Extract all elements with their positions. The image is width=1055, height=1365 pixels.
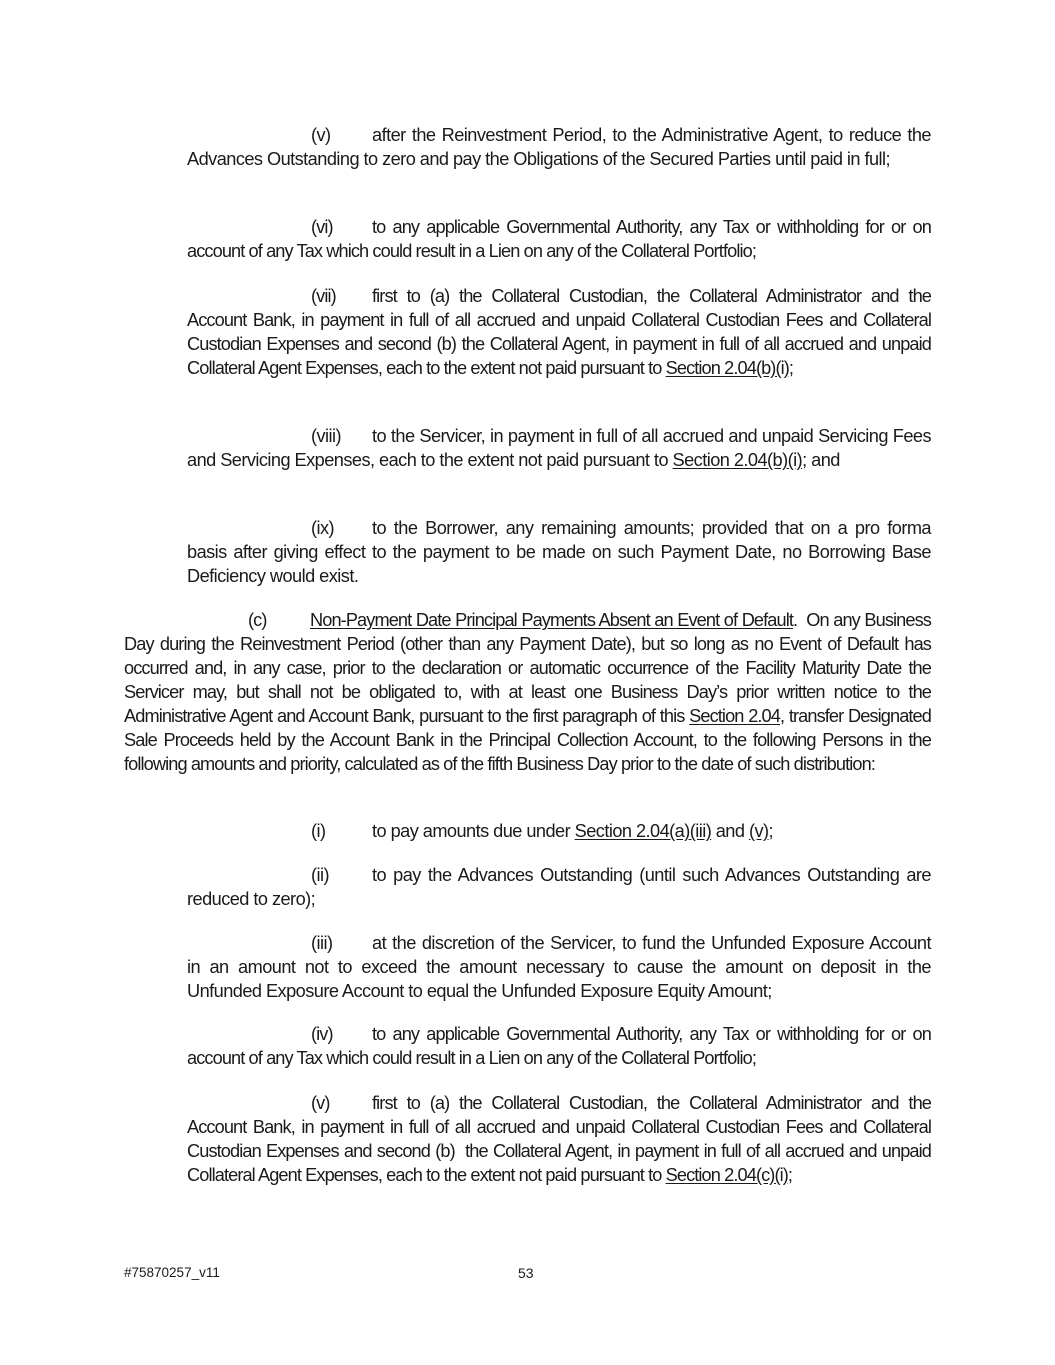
list-item-b-ix xyxy=(187,516,931,588)
item-text: first to (a) the Collateral Custodian, the Collateral Administrator and the Account Bank, in payment in full of all accrued and unpaid Collateral Custodian Fees and Collateral Custodian Expenses and second (b) the Collateral Agent, in payment in full of all accrued and unpaid Collateral Agent Expenses, each to the extent not paid pursuant to xyxy=(187,286,931,378)
section-reference-link[interactable]: Section 2.04(a)(iii) xyxy=(574,821,712,841)
item-number: (iii) xyxy=(311,933,333,953)
document-id: #75870257_v11 xyxy=(124,1265,220,1280)
item-text-end: ; xyxy=(787,1165,793,1185)
list-item-c-i xyxy=(187,819,931,843)
section-heading-end: . xyxy=(793,610,798,630)
item-number: (ix) xyxy=(311,518,335,538)
section-reference-link[interactable]: Section 2.04 xyxy=(689,706,780,726)
item-number: (iv) xyxy=(311,1024,333,1044)
list-item-c-iii xyxy=(187,931,931,1003)
item-number: (v) xyxy=(311,125,331,145)
list-item-b-vi xyxy=(187,215,931,263)
list-item-b-vii xyxy=(187,284,931,380)
item-text: after the Reinvestment Period, to the Administrative Agent, to reduce the Advances Outstanding to zero and pay the Obligations of the Secured Parties until paid in full; xyxy=(187,125,931,169)
item-text: to any applicable Governmental Authority, any Tax or withholding for or on account of any Tax which could result in a Lien on any of the Collateral Portfolio; xyxy=(187,217,931,261)
section-reference-link[interactable]: Section 2.04(c)(i) xyxy=(665,1165,788,1185)
item-number: (vii) xyxy=(311,286,336,306)
item-text-mid: and xyxy=(711,821,749,841)
item-text: to any applicable Governmental Authority, any Tax or withholding for or on account of any Tax which could result in a Lien on any of the Collateral Portfolio; xyxy=(187,1024,931,1068)
item-text: at the discretion of the Servicer, to fund the Unfunded Exposure Account in an amount not to exceed the amount necessary to cause the amount on deposit in the Unfunded Exposure Account to equal the Unfunded Exposure Equity Amount; xyxy=(187,933,931,1001)
list-item-c-iv xyxy=(187,1022,931,1070)
item-number: (ii) xyxy=(311,865,329,885)
list-item-c-ii xyxy=(187,863,931,911)
item-text-end: ; xyxy=(788,358,794,378)
item-number: (i) xyxy=(311,821,326,841)
section-number: (c) xyxy=(248,610,267,630)
item-text: to pay amounts due under xyxy=(372,821,575,841)
page-number: 53 xyxy=(518,1265,534,1281)
item-text: to pay the Advances Outstanding (until such Advances Outstanding are reduced to zero); xyxy=(187,865,931,909)
section-text-end: , transfer Designated Sale Proceeds held by the Account Bank in the Principal Collection Account, to the following Persons in the following amounts and priority, calculated as of the fifth Business Day prior to the date of such distribution: xyxy=(124,706,931,774)
item-text: first to (a) the Collateral Custodian, the Collateral Administrator and the Account Bank, in payment in full of all accrued and unpaid Collateral Custodian Fees and Collateral Custodian Expenses and second (b) the Collateral Agent, in payment in full of all accrued and unpaid Collateral Agent Expenses, each to the extent not paid pursuant to xyxy=(187,1093,936,1185)
list-item-b-v xyxy=(187,123,931,171)
item-number: (viii) xyxy=(311,426,342,446)
item-number: (vi) xyxy=(311,217,333,237)
list-item-c-v xyxy=(187,1091,936,1187)
item-text: to the Servicer, in payment in full of all accrued and unpaid Servicing Fees and Servicing Expenses, each to the extent not paid pursuant to xyxy=(187,426,931,470)
section-reference-link[interactable]: (v) xyxy=(748,821,769,841)
section-reference-link[interactable]: Section 2.04(b)(i) xyxy=(665,358,789,378)
item-number: (v) xyxy=(311,1093,330,1113)
item-text-end: ; and xyxy=(802,450,840,470)
list-item-b-viii xyxy=(187,424,931,472)
section-reference-link[interactable]: Section 2.04(b)(i) xyxy=(672,450,803,470)
section-c-paragraph xyxy=(124,608,936,776)
item-text: to the Borrower, any remaining amounts; provided that on a pro forma basis after giving effect to the payment to be made on such Payment Date, no Borrowing Base Deficiency would exist. xyxy=(187,518,931,586)
section-text: On any Business Day during the Reinvestment Period (other than any Payment Date), but so long as no Event of Default has occurred and, in any case, prior to the declaration or automatic occurrence of the Facility Maturity Date the Servicer may, but shall not be obligated to, with at least one Business Day’s prior written notice to the Administrative Agent and Account Bank, pursuant to the first paragraph of this xyxy=(124,610,936,726)
section-heading: Non-Payment Date Principal Payments Absent an Event of Default xyxy=(310,610,794,630)
item-text-end: ; xyxy=(768,821,774,841)
